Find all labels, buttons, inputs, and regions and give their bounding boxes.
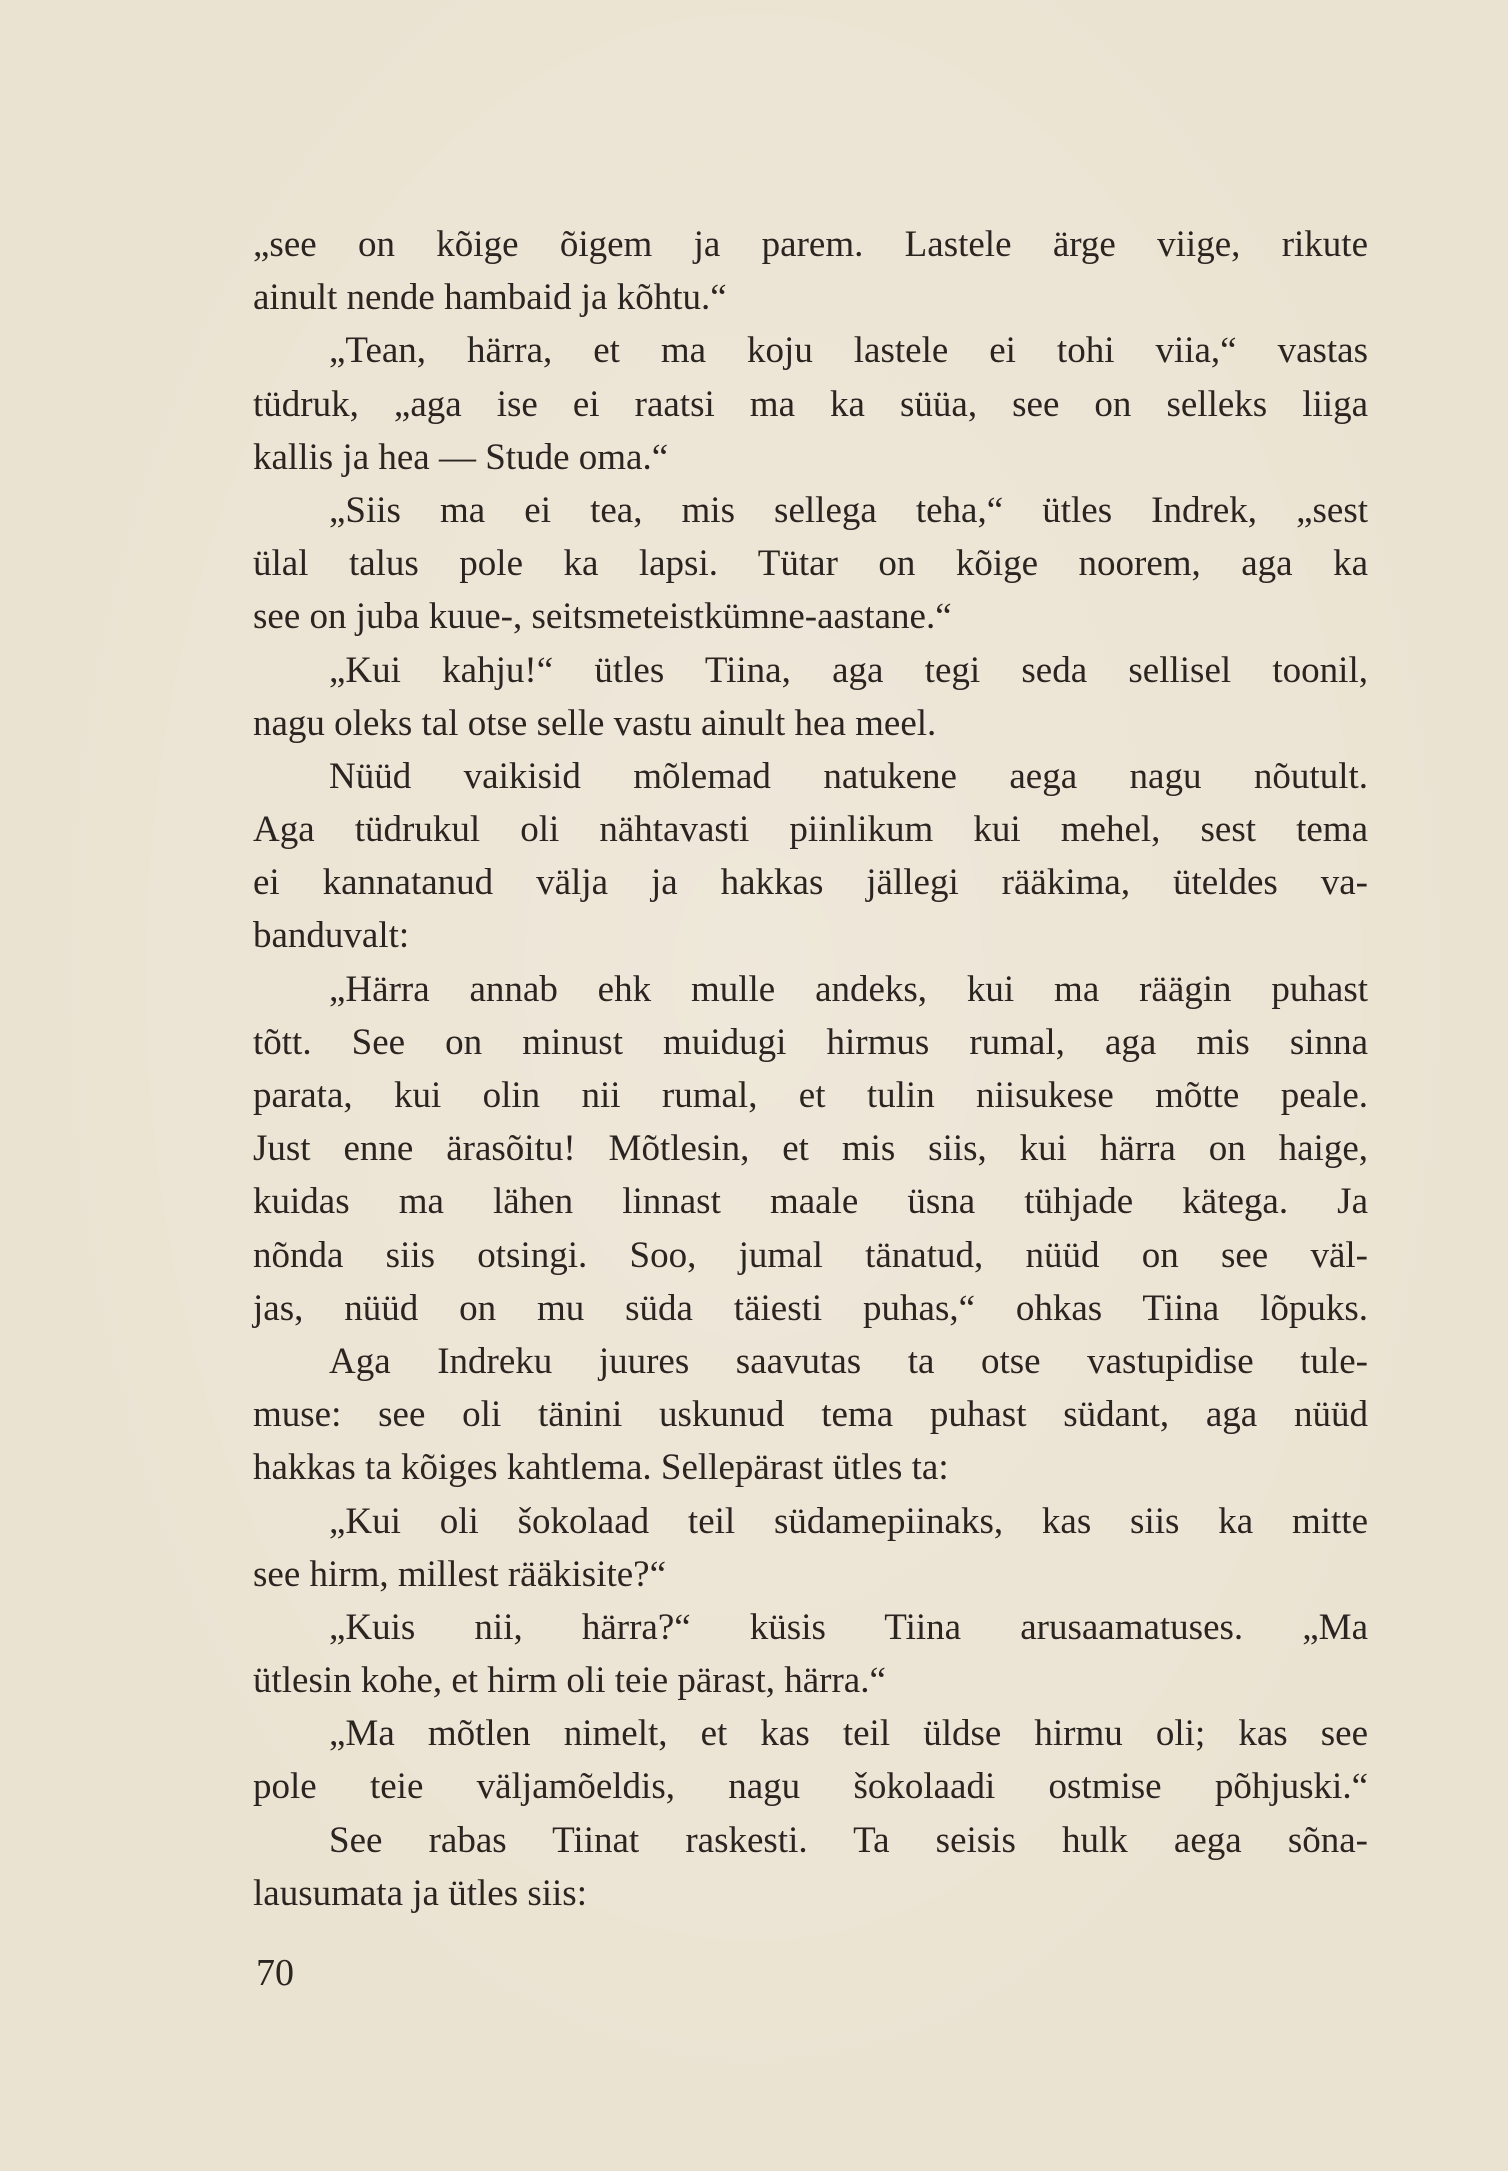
text-line: „see on kõige õigem ja parem. Lastele ärge viige, rikute [253,224,1368,265]
text-line: pole teie väljamõeldis, nagu šokolaadi ostmise põhjuski.“ [253,1766,1368,1808]
text-line: hakkas ta kõiges kahtlema. Sellepärast ütles ta: [253,1447,949,1489]
text-line: Aga Indreku juures saavutas ta otse vastupidise tule- [329,1340,1368,1382]
text-line: lausumata ja ütles siis: [253,1872,587,1914]
text-line: parata, kui olin nii rumal, et tulin niisukese mõtte peale. [253,1075,1368,1116]
text-line: „Kuis nii, härra?“ küsis Tiina arusaamatuses. „Ma [329,1606,1368,1648]
text-line: tüdruk, „aga ise ei raatsi ma ka süüa, see on selleks liiga [253,383,1368,425]
text-line: Just enne ärasõitu! Mõtlesin, et mis siis, kui härra on haige, [253,1128,1368,1170]
text-line: kallis ja hea — Stude oma.“ [253,436,669,478]
text-line: ülal talus pole ka lapsi. Tütar on kõige noorem, aga ka [253,543,1368,585]
text-line: „Siis ma ei tea, mis sellega teha,“ ütles Indrek, „sest [329,489,1368,531]
text-line: „Kui kahju!“ ütles Tiina, aga tegi seda sellisel toonil, [329,649,1368,691]
text-line: nagu oleks tal otse selle vastu ainult hea meel. [253,702,937,744]
text-line: nõnda siis otsingi. Soo, jumal tänatud, nüüd on see väl- [253,1234,1368,1276]
text-line: „Tean, härra, et ma koju lastele ei tohi viia,“ vastas [329,330,1368,372]
text-line: see hirm, millest rääkisite?“ [253,1553,667,1595]
text-line: Nüüd vaikisid mõlemad natukene aega nagu nõutult. [329,755,1368,797]
text-line: banduvalt: [253,915,410,957]
text-line: tõtt. See on minust muidugi hirmus rumal, aga mis sinna [253,1021,1368,1063]
text-line: Aga tüdrukul oli nähtavasti piinlikum kui mehel, sest tema [253,809,1368,851]
page-number: 70 [256,1952,294,1994]
text-line: See rabas Tiinat raskesti. Ta seisis hulk aega sõna- [329,1819,1368,1861]
text-line: „Härra annab ehk mulle andeks, kui ma räägin puhast [329,968,1368,1010]
text-line: ütlesin kohe, et hirm oli teie pärast, härra.“ [253,1660,886,1702]
text-line: kuidas ma lähen linnast maale üsna tühjade kätega. Ja [253,1181,1368,1223]
text-line: ainult nende hambaid ja kõhtu.“ [253,277,727,319]
text-line: jas, nüüd on mu süda täiesti puhas,“ ohkas Tiina lõpuks. [253,1287,1368,1329]
text-line: muse: see oli tänini uskunud tema puhast südant, aga nüüd [253,1394,1368,1436]
text-line: „Kui oli šokolaad teil südamepiinaks, kas siis ka mitte [329,1500,1368,1542]
text-line: „Ma mõtlen nimelt, et kas teil üldse hirmu oli; kas see [329,1713,1368,1755]
body-text [253,218,1368,1920]
text-line: see on juba kuue-, seitsmeteistkümne-aastane.“ [253,596,952,638]
text-line: ei kannatanud välja ja hakkas jällegi rääkima, üteldes va- [253,862,1368,904]
